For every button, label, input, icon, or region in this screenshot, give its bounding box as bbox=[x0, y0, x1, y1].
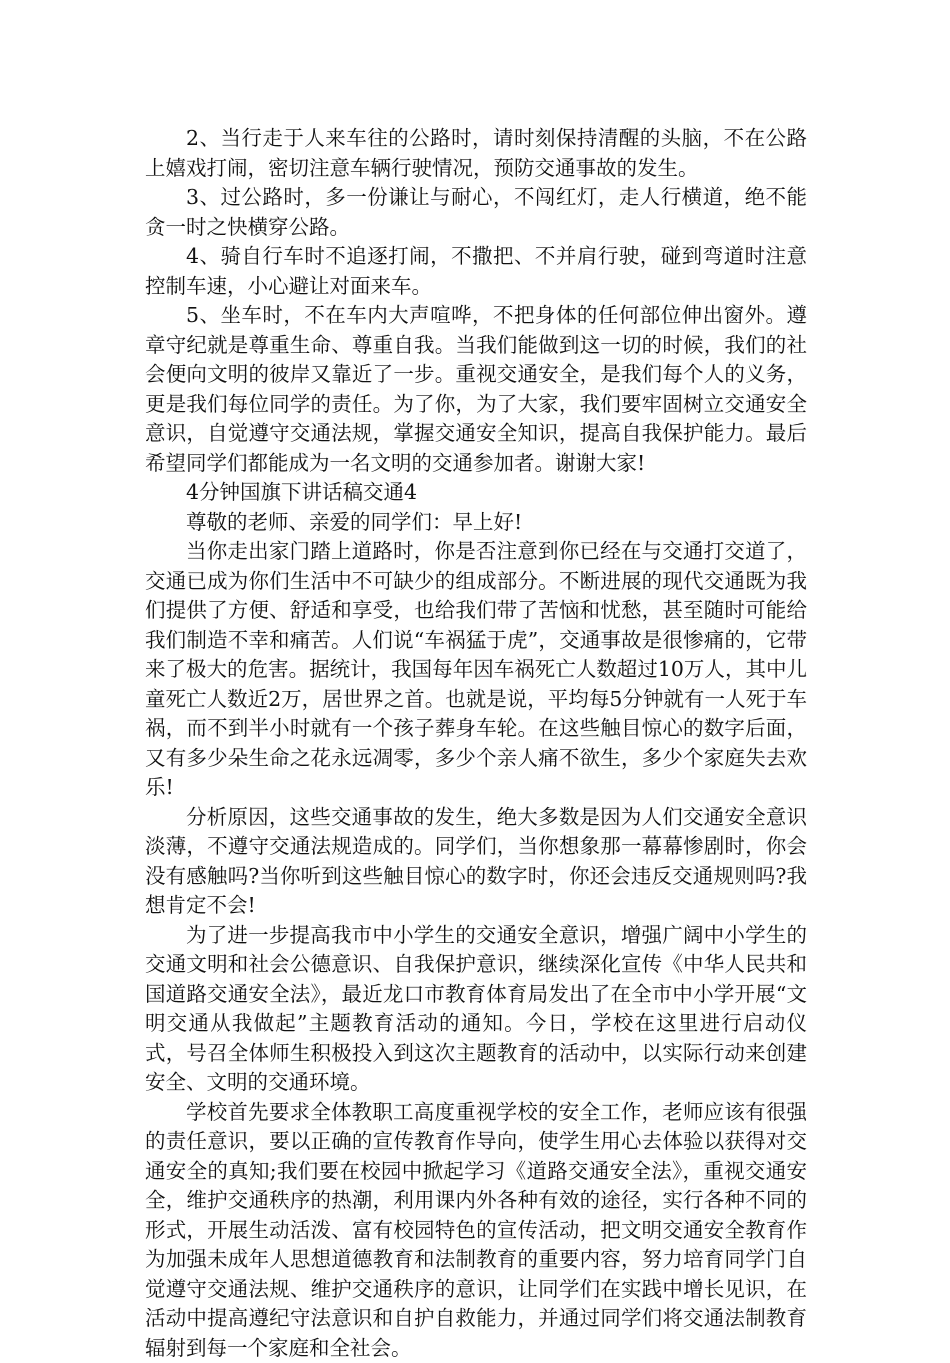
paragraph-rule-4: 4、骑自行车时不追逐打闹，不撒把、不并肩行驶，碰到弯道时注意控制车速，小心避让对面来车。 bbox=[145, 242, 807, 301]
paragraph-intro: 当你走出家门踏上道路时，你是否注意到你已经在与交通打交道了，交通已成为你们生活中不可缺少的组成部分。不断进展的现代交通既为我们提供了方便、舒适和享受，也给我们带了苦恼和忧愁，甚至随时可能给我们制造不幸和痛苦。人们说“车祸猛于虎”，交通事故是很惨痛的，它带来了极大的危害。据统计，我国每年因车祸死亡人数超过10万人，其中儿童死亡人数近2万，居世界之首。也就是说，平均每5分钟就有一人死于车祸，而不到半小时就有一个孩子葬身车轮。在这些触目惊心的数字后面，又有多少朵生命之花永远凋零，多少个亲人痛不欲生，多少个家庭失去欢乐! bbox=[145, 537, 807, 803]
paragraph-rule-2: 2、当行走于人来车往的公路时，请时刻保持清醒的头脑，不在公路上嬉戏打闹，密切注意车辆行驶情况，预防交通事故的发生。 bbox=[145, 124, 807, 183]
paragraph-campaign: 为了进一步提高我市中小学生的交通安全意识，增强广阔中小学生的交通文明和社会公德意识、自我保护意识，继续深化宣传《中华人民共和国道路交通安全法》，最近龙口市教育体育局发出了在全市中小学开展“文明交通从我做起”主题教育活动的通知。今日，学校在这里进行启动仪式，号召全体师生积极投入到这次主题教育的活动中，以实际行动来创建安全、文明的交通环境。 bbox=[145, 921, 807, 1098]
paragraph-rule-3: 3、过公路时，多一份谦让与耐心，不闯红灯，走人行横道，绝不能贪一时之快横穿公路。 bbox=[145, 183, 807, 242]
greeting: 尊敬的老师、亲爱的同学们：早上好! bbox=[145, 508, 807, 538]
paragraph-analysis: 分析原因，这些交通事故的发生，绝大多数是因为人们交通安全意识淡薄，不遵守交通法规造成的。同学们，当你想象那一幕幕惨剧时，你会没有感触吗?当你听到这些触目惊心的数字时，你还会违反交通规则吗?我想肯定不会! bbox=[145, 803, 807, 921]
paragraph-rule-5: 5、坐车时，不在车内大声喧哗，不把身体的任何部位伸出窗外。遵章守纪就是尊重生命、尊重自我。当我们能做到这一切的时候，我们的社会便向文明的彼岸又靠近了一步。重视交通安全，是我们每个人的义务，更是我们每位同学的责任。为了你，为了大家，我们要牢固树立交通安全意识，自觉遵守交通法规，掌握交通安全知识，提高自我保护能力。最后希望同学们都能成为一名文明的交通参加者。谢谢大家! bbox=[145, 301, 807, 478]
speech-title: 4分钟国旗下讲话稿交通4 bbox=[145, 478, 807, 508]
paragraph-school-requirements: 学校首先要求全体教职工高度重视学校的安全工作，老师应该有很强的责任意识，要以正确的宣传教育作导向，使学生用心去体验以获得对交通安全的真知;我们要在校园中掀起学习《道路交通安全法》，重视交通安全，维护交通秩序的热潮，利用课内外各种有效的途径，实行各种不同的形式，开展生动活泼、富有校园特色的宣传活动，把文明交通安全教育作为加强未成年人思想道德教育和法制教育的重要内容，努力培育同学门自觉遵守交通法规、维护交通秩序的意识，让同学们在实践中增长见识，在活动中提高遵纪守法意识和自护自救能力，并通过同学们将交通法制教育辐射到每一个家庭和全社会。 bbox=[145, 1098, 807, 1363]
document-body bbox=[145, 124, 807, 1363]
